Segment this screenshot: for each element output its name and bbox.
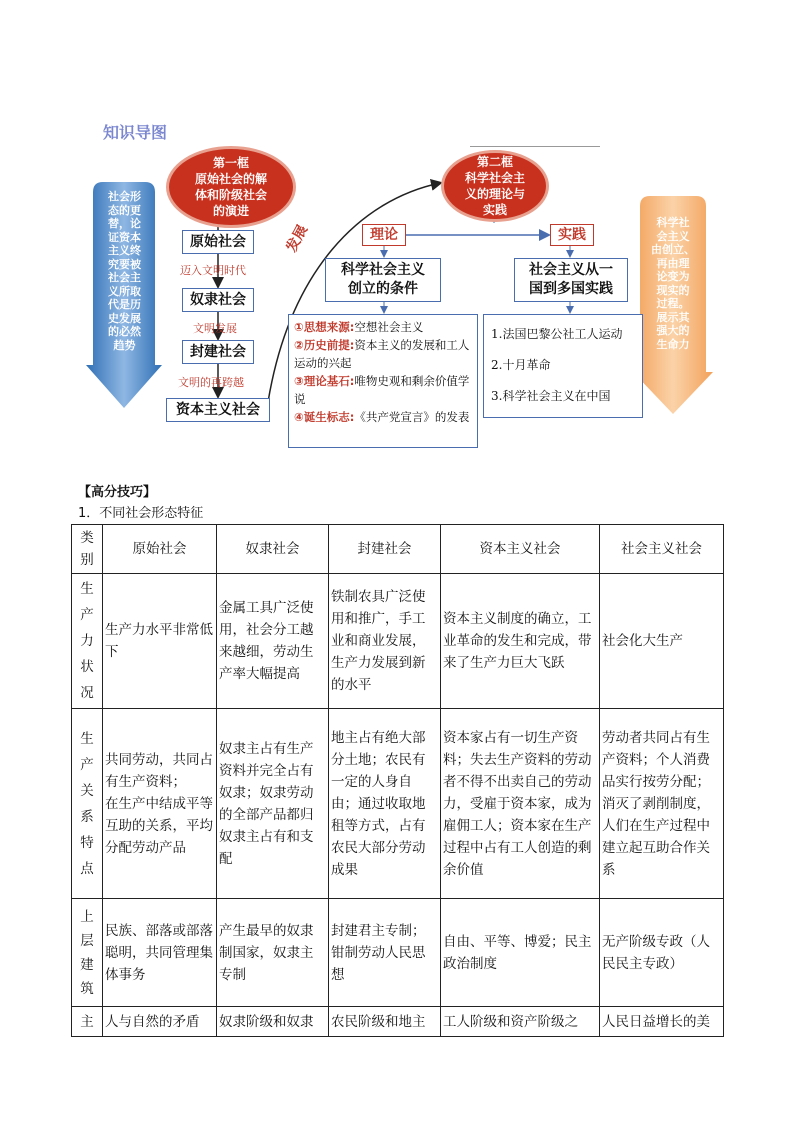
table-cell: 民族、部落或部落聪明，共同管理集体事务 (103, 899, 217, 1007)
practice-item: 3.科学社会主义在中国 (491, 389, 611, 403)
stage-capitalist: 资本主义社会 (166, 398, 270, 422)
table-cell: 共同劳动，共同占有生产资料； 在生产中结成平等互助的关系，平均分配劳动产品 (103, 709, 217, 899)
transition-2: 文明发展 (193, 322, 237, 335)
condition-text: 空想社会主义 (354, 320, 424, 334)
table-cell: 铁制农具广泛使用和推广，手工业和商业发展，生产力发展到新的水平 (329, 574, 441, 709)
table-cell: 劳动者共同占有生产资料；个人消费品实行按劳分配；消灭了剥削制度，人们在生产过程中建立起互助合作关系 (600, 709, 724, 899)
stage-feudal: 封建社会 (182, 340, 254, 364)
table-row (72, 899, 724, 1007)
table-cell: 产生最早的奴隶制国家，奴隶主专制 (217, 899, 329, 1007)
condition-item (294, 318, 472, 336)
stage-slave: 奴隶社会 (182, 288, 254, 312)
table-cell: 社会化大生产 (600, 574, 724, 709)
table-header: 原始社会 (103, 525, 217, 574)
tips-heading: 【高分技巧】 (78, 485, 157, 500)
table-cell: 工人阶级和资产阶级之 (441, 1007, 600, 1037)
table-cell: 农民阶级和地主 (329, 1007, 441, 1037)
right-arrow-text: 科学社 会主义 由创立、 再由理 论变为 现实的 过程。 展示其 强大的 生命力 (651, 216, 695, 351)
table-cell: 封建君主专制；钳制劳动人民思想 (329, 899, 441, 1007)
practices-box (483, 314, 643, 418)
table-header: 类别 (72, 525, 103, 574)
table-cell: 金属工具广泛使用，社会分工越来越细，劳动生产率大幅提高 (217, 574, 329, 709)
theory-title-box: 科学社会主义 创立的条件 (325, 258, 441, 302)
condition-item (294, 372, 472, 408)
table-cell: 人民日益增长的美 (600, 1007, 724, 1037)
table-cell: 生产力水平非常低下 (103, 574, 217, 709)
table-header: 封建社会 (329, 525, 441, 574)
condition-text: 《共产党宣言》的发表 (354, 410, 470, 424)
table-cell: 地主占有绝大部分土地；农民有一定的人身自由；通过收取地租等方式，占有农民大部分劳动成果 (329, 709, 441, 899)
practice-item: 1.法国巴黎公社工人运动 (491, 327, 623, 341)
condition-text: 唯物史观和剩余价值学说 (294, 374, 470, 406)
frame1-text: 第一框 原始社会的解 体和阶级社会 的演进 (194, 156, 267, 218)
table-row (72, 1007, 724, 1037)
condition-key: ①思想来源: (294, 320, 355, 334)
table-cell: 自由、平等、博爱；民主政治制度 (441, 899, 600, 1007)
left-arrow-text: 社会形 态的更 替，论 证资本 主义终 究要被 社会主 义所取 代是历 史发展 的必然 趋势 (108, 190, 141, 352)
practice-item: 2.十月革命 (491, 358, 551, 372)
table-cell: 无产阶级专政（人民民主专政） (600, 899, 724, 1007)
table-cell: 奴隶阶级和奴隶 (217, 1007, 329, 1037)
table-header: 资本主义社会 (441, 525, 600, 574)
table-header-row (72, 525, 724, 574)
condition-key: ④诞生标志: (294, 410, 355, 424)
practice-label: 实践 (550, 224, 594, 246)
table-cell: 人与自然的矛盾 (103, 1007, 217, 1037)
row-category: 生 产 关 系 特 点 (72, 709, 103, 899)
table-header: 社会主义社会 (600, 525, 724, 574)
condition-key: ②历史前提: (294, 338, 355, 352)
row-category: 上 层 建 筑 (72, 899, 103, 1007)
conditions-box (288, 314, 478, 448)
row-category: 主 (72, 1007, 103, 1037)
transition-3: 文明的再跨越 (178, 376, 244, 389)
frame1-oval (166, 146, 296, 228)
condition-key: ③理论基石: (294, 374, 355, 388)
social-forms-table (71, 524, 724, 1037)
theory-label: 理论 (362, 224, 406, 246)
tips-subheading: 1．不同社会形态特征 (78, 506, 204, 521)
table-row (72, 709, 724, 899)
section-title: 知识导图 (103, 123, 168, 142)
stage-primitive: 原始社会 (182, 230, 254, 254)
frame2-text: 第二框 科学社会主 义的理论与 实践 (464, 155, 525, 217)
practice-title-box: 社会主义从一 国到多国实践 (514, 258, 628, 302)
condition-text: 资本主义的发展和工人运动的兴起 (294, 338, 470, 370)
row-category: 生 产 力 状 况 (72, 574, 103, 709)
develop-label: 发展 (283, 222, 311, 255)
table-cell: 资本家占有一切生产资料；失去生产资料的劳动者不得不出卖自己的劳动力，受雇于资本家，成为雇佣工人；资本家在生产过程中占有工人创造的剩余价值 (441, 709, 600, 899)
condition-item (294, 336, 472, 372)
transition-1: 迈入文明时代 (180, 264, 246, 277)
table-row (72, 574, 724, 709)
frame2-oval (441, 150, 549, 222)
table-header: 奴隶社会 (217, 525, 329, 574)
condition-item (294, 408, 472, 426)
table-cell: 资本主义制度的确立，工业革命的发生和完成，带来了生产力巨大飞跃 (441, 574, 600, 709)
table-cell: 奴隶主占有生产资料并完全占有奴隶；奴隶劳动的全部产品都归奴隶主占有和支配 (217, 709, 329, 899)
